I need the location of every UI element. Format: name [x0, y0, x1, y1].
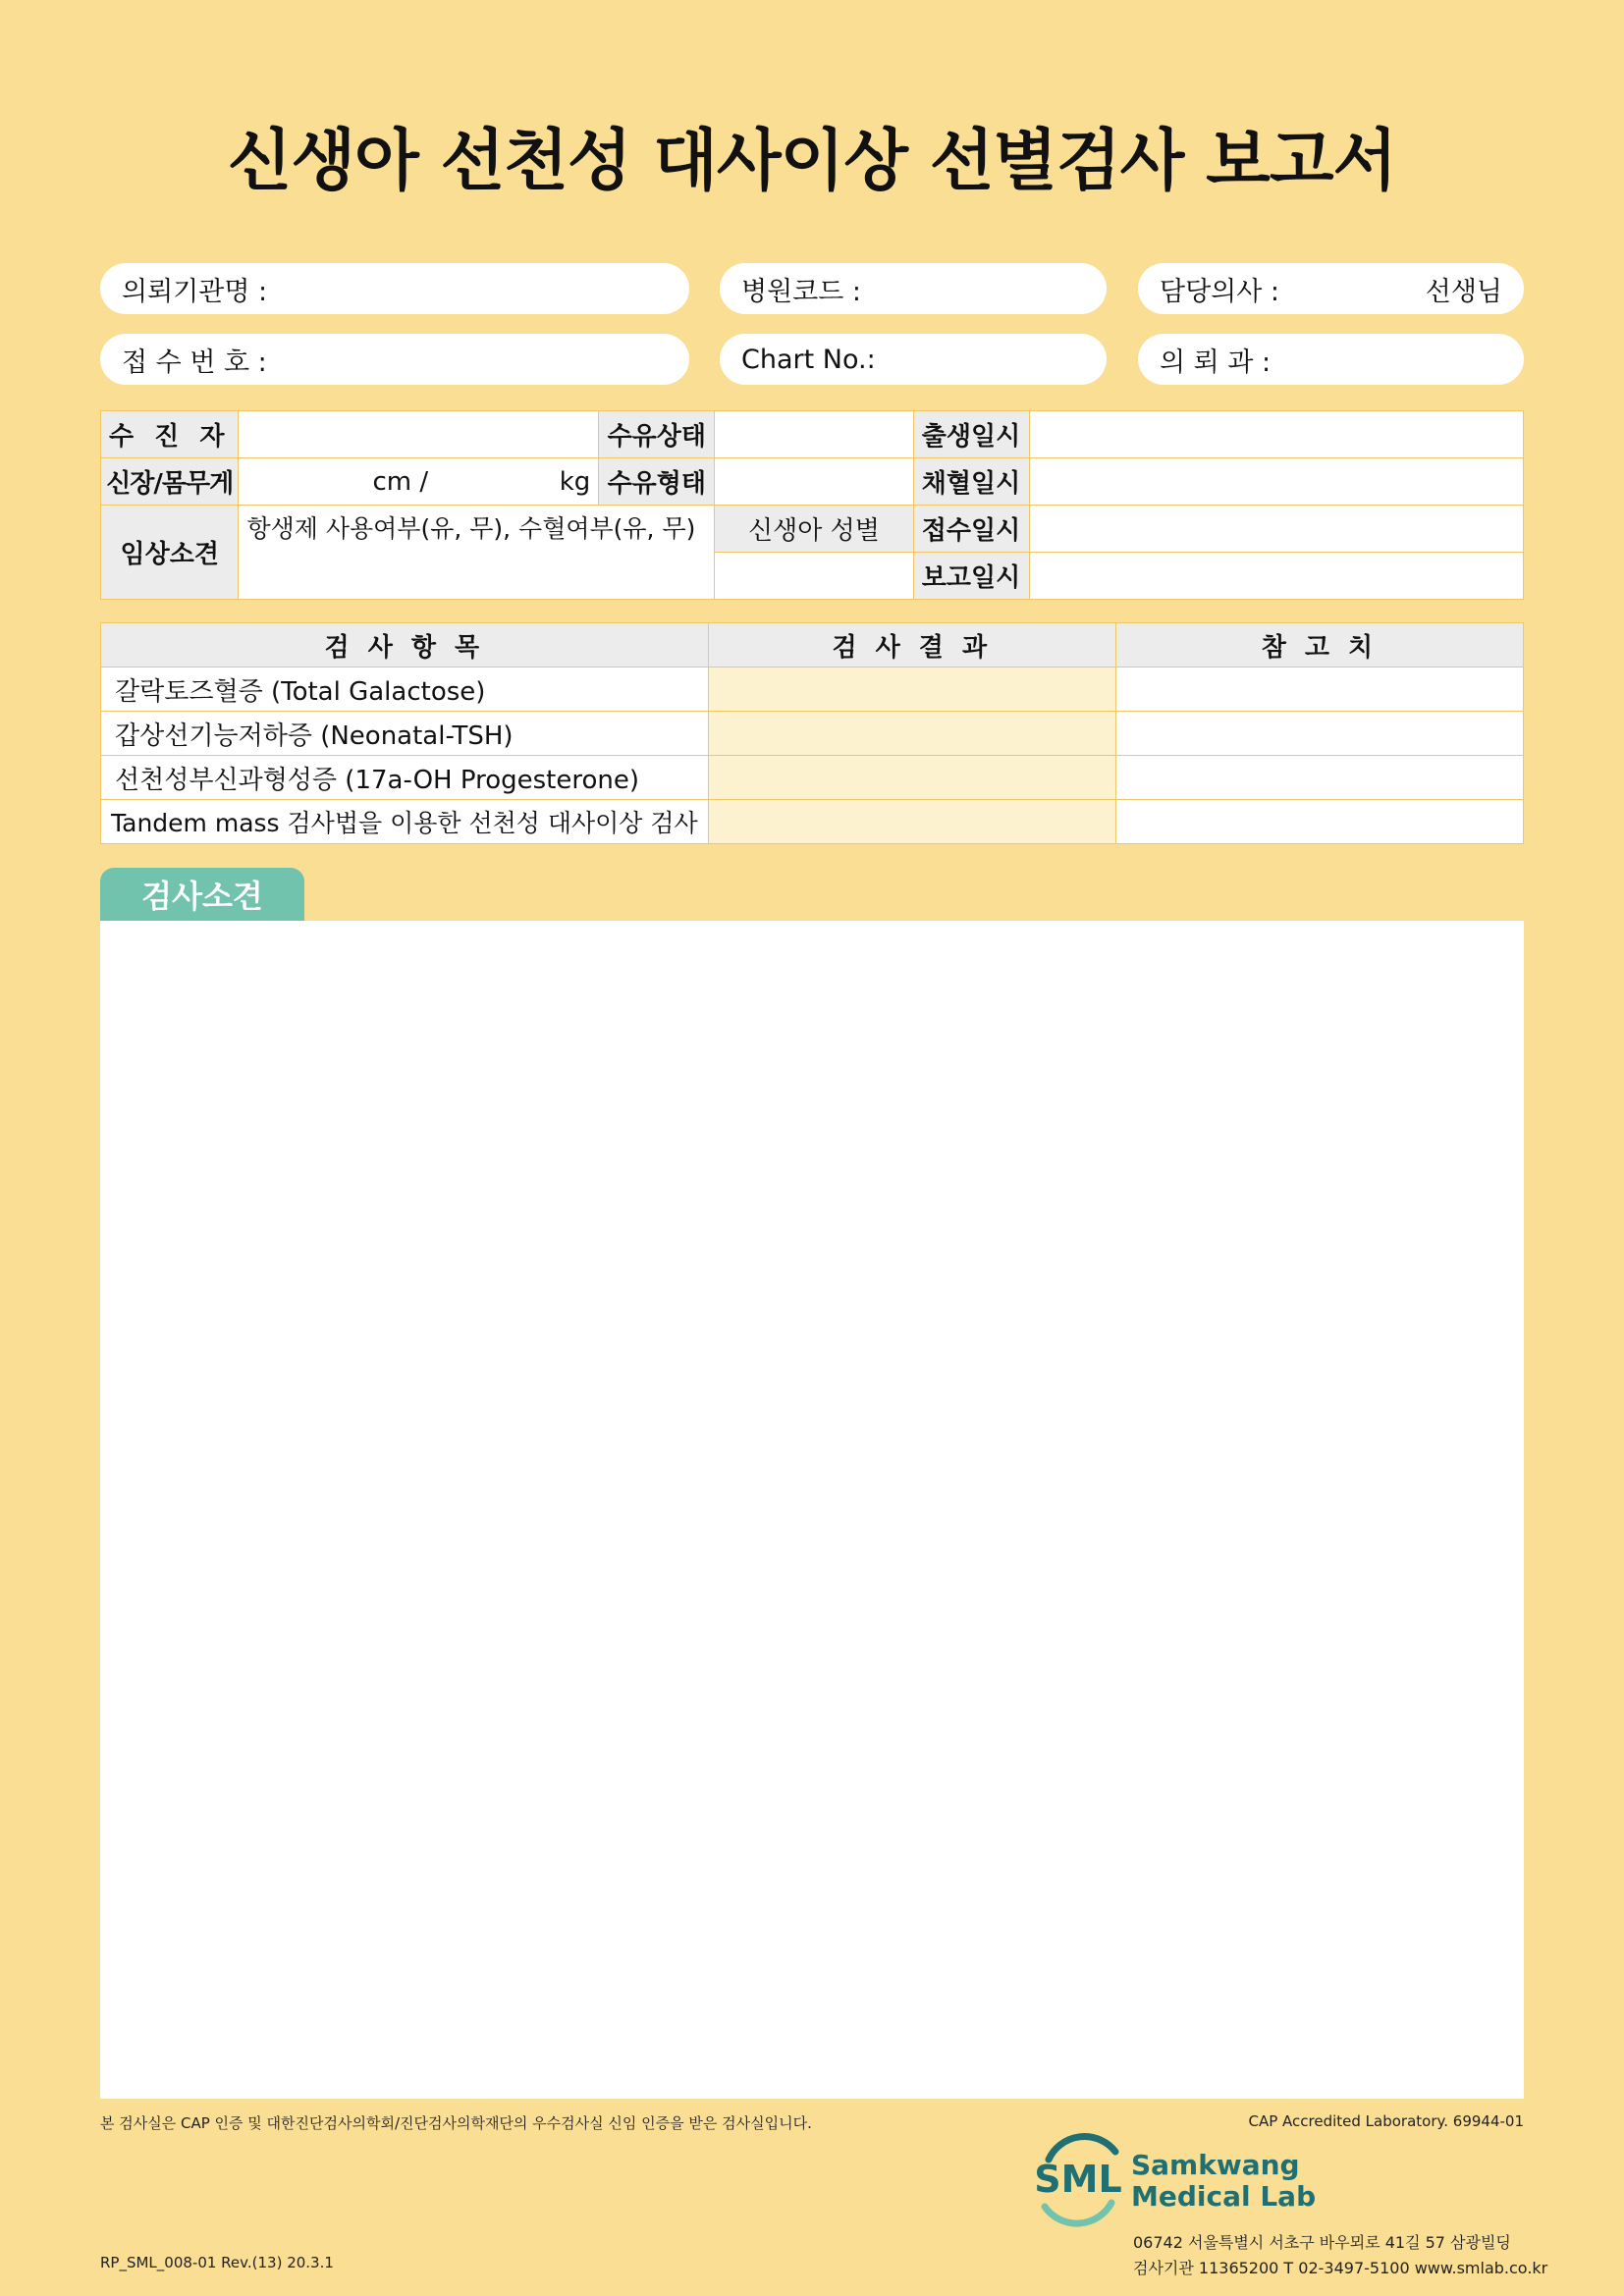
clinical-findings-value[interactable]: 항생제 사용여부(유, 무), 수혈여부(유, 무)	[239, 506, 715, 600]
receipt-number-field[interactable]	[100, 334, 689, 385]
sml-logo-icon	[1029, 2130, 1131, 2228]
reference-value-cell[interactable]	[1115, 800, 1523, 844]
feeding-status-value[interactable]	[715, 411, 913, 458]
test-result-cell[interactable]	[708, 800, 1115, 844]
clinical-findings-header: 임상소견	[101, 506, 239, 600]
patient-value[interactable]	[239, 411, 599, 458]
doctor-label: 담당의사 :	[1160, 276, 1280, 307]
birth-datetime-value[interactable]	[1029, 411, 1524, 458]
reference-value-cell[interactable]	[1115, 712, 1523, 756]
kg-unit: kg	[559, 466, 591, 497]
contact-text: 검사기관 11365200 T 02-3497-5100 www.smlab.co.kr	[1133, 2259, 1548, 2277]
cm-unit: cm /	[372, 466, 429, 497]
cap-accreditation-note: CAP Accredited Laboratory. 69944-01	[1248, 2112, 1524, 2130]
patient-header: 수 진 자	[101, 411, 239, 458]
report-title: 신생아 선천성 대사이상 선별검사 보고서	[227, 123, 1397, 200]
report-datetime-value[interactable]	[1029, 553, 1524, 600]
chart-number-field[interactable]	[720, 334, 1107, 385]
form-code: RP_SML_008-01 Rev.(13) 20.3.1	[100, 2254, 334, 2271]
feeding-type-header: 수유형태	[599, 458, 715, 506]
table-row	[101, 712, 1524, 756]
feeding-status-header: 수유상태	[599, 411, 715, 458]
test-result-column-header: 검 사 결 과	[708, 623, 1115, 667]
test-item-name: 갈락토즈혈증 (Total Galactose)	[101, 667, 709, 712]
table-row	[101, 667, 1524, 712]
institution-field[interactable]	[100, 263, 689, 314]
height-weight-header: 신장/몸무게	[101, 458, 239, 506]
reference-column-header: 참 고 치	[1115, 623, 1523, 667]
test-item-name: Tandem mass 검사법을 이용한 선천성 대사이상 검사	[101, 800, 709, 844]
reference-value-cell[interactable]	[1115, 667, 1523, 712]
department-field[interactable]	[1138, 334, 1524, 385]
report-datetime-header: 보고일시	[913, 553, 1029, 600]
blood-draw-datetime-value[interactable]	[1029, 458, 1524, 506]
findings-area[interactable]	[100, 921, 1524, 2099]
blood-draw-datetime-header: 채혈일시	[913, 458, 1029, 506]
logo-line-1: Samkwang	[1131, 2149, 1300, 2181]
test-item-name: 갑상선기능저하증 (Neonatal-TSH)	[101, 712, 709, 756]
logo-abbr: SML	[1034, 2158, 1122, 2201]
hospital-code-field[interactable]	[720, 263, 1107, 314]
table-row	[101, 756, 1524, 800]
newborn-sex-header: 신생아 성별	[715, 506, 913, 553]
doctor-suffix: 선생님	[1425, 276, 1502, 307]
institution-label: 의뢰기관명 :	[122, 276, 268, 307]
test-result-cell[interactable]	[708, 712, 1115, 756]
reference-value-cell[interactable]	[1115, 756, 1523, 800]
receipt-datetime-header: 접수일시	[913, 506, 1029, 553]
address-text: 06742 서울특별시 서초구 바우뫼로 41길 57 삼광빌딩	[1133, 2233, 1511, 2252]
test-result-cell[interactable]	[708, 667, 1115, 712]
logo-line-2: Medical Lab	[1131, 2180, 1317, 2213]
height-weight-value[interactable]	[239, 458, 599, 506]
test-item-column-header: 검 사 항 목	[101, 623, 709, 667]
doctor-field[interactable]	[1138, 263, 1524, 314]
newborn-sex-value[interactable]	[715, 553, 913, 600]
hospital-code-label: 병원코드 :	[741, 276, 862, 307]
chart-number-label: Chart No.:	[741, 344, 876, 375]
test-items-table	[100, 622, 1524, 844]
logo-wordmark	[1131, 2150, 1316, 2213]
department-label: 의 뢰 과 :	[1160, 347, 1272, 378]
feeding-type-value[interactable]	[715, 458, 913, 506]
findings-tab: 검사소견	[100, 868, 304, 921]
test-result-cell[interactable]	[708, 756, 1115, 800]
certification-note: 본 검사실은 CAP 인증 및 대한진단검사의학회/진단검사의학재단의 우수검사실 신임 인증을 받은 검사실입니다.	[100, 2114, 812, 2132]
table-row	[101, 800, 1524, 844]
receipt-datetime-value[interactable]	[1029, 506, 1524, 553]
patient-info-table	[100, 410, 1524, 600]
birth-datetime-header: 출생일시	[913, 411, 1029, 458]
test-item-name: 선천성부신과형성증 (17a-OH Progesterone)	[101, 756, 709, 800]
receipt-number-label: 접 수 번 호 :	[122, 347, 267, 378]
